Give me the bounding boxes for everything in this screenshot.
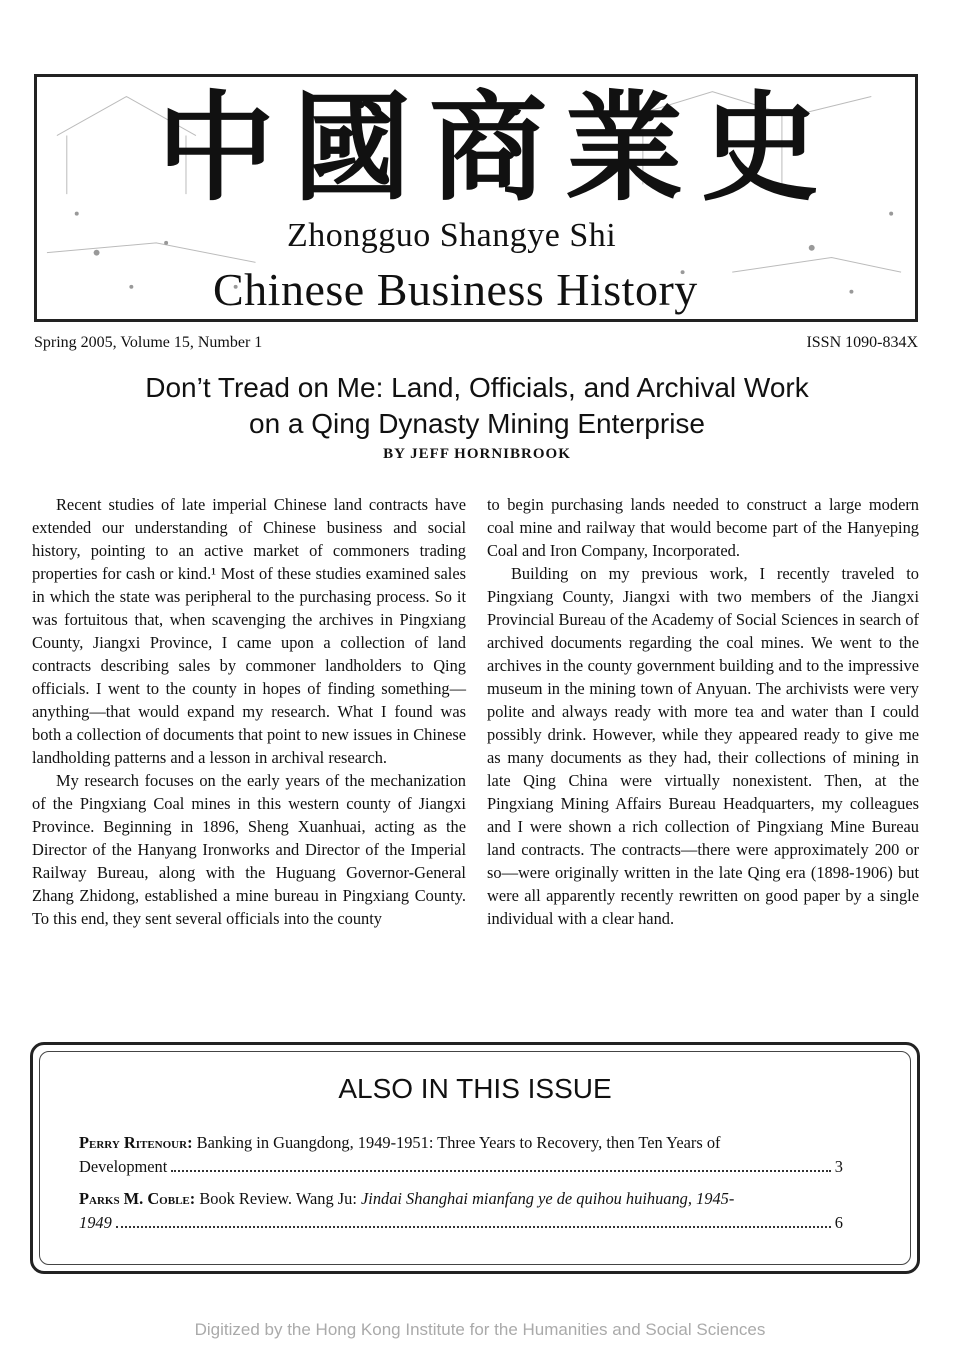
masthead — [34, 74, 918, 322]
paragraph: Building on my previous work, I recently traveled to Pingxiang County, Jiangxi with two members of the Jiangxi Provincial Bureau of the Academy of Social Sciences in search of archived documents regarding the coal mines. We went to the archives in the county government building and to the impressive museum in the mining town of Anyuan. The archivists were very polite and always ready with more tea and water than I could possibly drink. However, while they appeared ready to give me as many documents as they had, their collections of mining in late Qing China were virtually nonexistent. Then, at the Pingxiang Mining Affairs Bureau Headquarters, my colleagues and I were shown a rich collection of Pingxiang Mine Bureau land contracts. The contracts—there were approximately 200 or so—were originally written in the late Qing era (1898-1906) but were all apparently recently rewritten on good paper by a single individual with a clear hand. — [487, 564, 919, 928]
toc-leader-dots — [171, 1170, 830, 1172]
paragraph: to begin purchasing lands needed to construct a large modern coal mine and railway that would become part of the Hanyeping Coal and Iron Company, Incorporated. — [487, 495, 919, 560]
toc-author: Parks M. Coble: — [79, 1189, 196, 1208]
article-byline: BY JEFF HORNIBROOK — [383, 446, 571, 462]
toc-author: Perry Ritenour: — [79, 1133, 193, 1152]
also-in-this-issue-heading: ALSO IN THIS ISSUE — [338, 1073, 612, 1104]
toc-page-number: 6 — [834, 1213, 843, 1232]
article-column-left — [32, 493, 466, 930]
article-column-right — [487, 493, 919, 930]
digitization-credit: Digitized by the Hong Kong Institute for the Humanities and Social Sciences — [194, 1320, 766, 1339]
article-title — [60, 370, 894, 442]
article-title-line-1: Don’t Tread on Me: Land, Officials, and Archival Work — [145, 372, 809, 403]
toc-title-continued: Development — [79, 1157, 168, 1176]
toc-entry[interactable] — [79, 1131, 843, 1179]
paragraph: My research focuses on the early years of the mechanization of the Pingxiang Coal mines in this western county of Jiangxi Province. Beginning in 1896, Sheng Xuanhuai, acting as the Director of the Hanyang Ironworks and Director of the Imperial Railway Bureau, along with the Huguang Governor-General Zhang Zhidong, established a mine bureau in Pingxiang County. To this end, they sent several officials into the county — [32, 771, 466, 928]
masthead-english-title: Chinese Business History — [213, 264, 698, 315]
issn: ISSN 1090-834X — [806, 334, 918, 351]
issue-edition: Spring 2005, Volume 15, Number 1 — [34, 334, 263, 351]
masthead-chinese-title: 中國商業史 — [156, 78, 837, 217]
toc-leader-dots — [116, 1226, 831, 1228]
masthead-pinyin-title: Zhongguo Shangye Shi — [287, 217, 617, 254]
paragraph: Recent studies of late imperial Chinese land contracts have extended our understanding of Chinese business and social history, pointing to an active market of commoners trading properties for cash or kind.¹ Most of these studies examined sales in which the state was peripheral to the purchasing process. So it was fortuitous that, when scavenging the archives in Pingxiang County, Jiangxi Province, I came upon a collection of land contracts describing sales by commoner landholders to Qing officials. I went to the county in hopes of finding something—anything—that would expand my research. What I found was both a collection of documents that point to new issues in Chinese landholding patterns and a lesson in archival research. — [32, 495, 466, 767]
toc-page-number: 3 — [834, 1157, 843, 1176]
toc-title-continued: 1949 — [79, 1213, 112, 1232]
also-in-this-issue-box — [30, 1042, 920, 1274]
article-title-line-2: on a Qing Dynasty Mining Enterprise — [249, 408, 705, 439]
toc-entry[interactable] — [79, 1187, 843, 1235]
toc-title: Book Review. Wang Ju: — [199, 1189, 361, 1208]
toc-title-italic: Jindai Shanghai mianfang ye de quihou huihuang, 1945- — [360, 1189, 735, 1208]
toc-title: Banking in Guangdong, 1949-1951: Three Years to Recovery, then Ten Years of — [196, 1133, 721, 1152]
